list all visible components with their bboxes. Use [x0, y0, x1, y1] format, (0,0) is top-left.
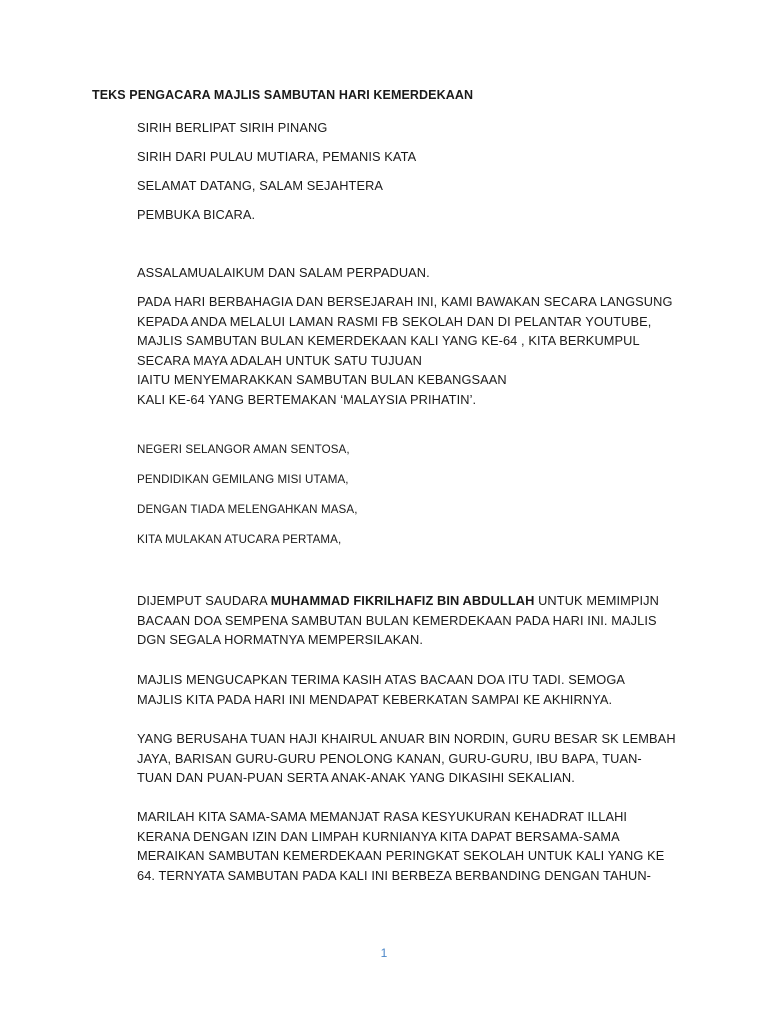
pantun-second-line-1: NEGERI SELANGOR AMAN SENTOSA,	[137, 443, 350, 456]
intro-line: SECARA MAYA ADALAH UNTUK SATU TUJUAN	[137, 352, 422, 368]
thanks-line: MAJLIS MENGUCAPKAN TERIMA KASIH ATAS BACAAN DOA ITU TADI. SEMOGA	[137, 672, 626, 687]
thanks-paragraph	[137, 670, 697, 709]
closing-line: 64. TERNYATA SAMBUTAN PADA KALI INI BERBEZA BERBANDING DENGAN TAHUN-	[137, 867, 652, 883]
intro-line: KALI KE-64 YANG BERTEMAKAN ‘MALAYSIA PRIHATIN’.	[137, 391, 477, 407]
page-number: 1	[380, 946, 388, 960]
pantun-opening-line-4: PEMBUKA BICARA.	[137, 207, 256, 222]
closing-paragraph	[137, 807, 697, 885]
closing-line: MARILAH KITA SAMA-SAMA MEMANJAT RASA KESYUKURAN KEHADRAT ILLAHI	[137, 809, 628, 824]
address-line: YANG BERUSAHA TUAN HAJI KHAIRUL ANUAR BIN NORDIN, GURU BESAR SK LEMBAH	[137, 731, 676, 746]
closing-line: MERAIKAN SAMBUTAN KEMERDEKAAN PERINGKAT SEKOLAH UNTUK KALI YANG KE	[137, 848, 665, 863]
invite-paragraph	[137, 591, 697, 650]
invite-line-1	[137, 591, 697, 611]
invite-line-2: BACAAN DOA SEMPENA SAMBUTAN BULAN KEMERDEKAAN PADA HARI INI. MAJLIS	[137, 612, 657, 628]
invite-name: MUHAMMAD FIKRILHAFIZ BIN ABDULLAH	[270, 593, 535, 608]
intro-paragraph	[137, 292, 697, 409]
pantun-second-line-2: PENDIDIKAN GEMILANG MISI UTAMA,	[137, 473, 349, 486]
address-line: TUAN DAN PUAN-PUAN SERTA ANAK-ANAK YANG DIKASIHI SEKALIAN.	[137, 770, 575, 785]
address-paragraph	[137, 729, 697, 788]
pantun-second-line-4: KITA MULAKAN ATUCARA PERTAMA,	[137, 533, 342, 546]
greeting-line: ASSALAMUALAIKUM DAN SALAM PERPADUAN.	[137, 265, 430, 280]
address-line: JAYA, BARISAN GURU-GURU PENOLONG KANAN, GURU-GURU, IBU BAPA, TUAN-	[137, 750, 642, 766]
thanks-line: MAJLIS KITA PADA HARI INI MENDAPAT KEBERKATAN SAMPAI KE AKHIRNYA.	[137, 691, 613, 707]
invite-prefix: DIJEMPUT SAUDARA	[137, 593, 271, 608]
pantun-opening-line-2: SIRIH DARI PULAU MUTIARA, PEMANIS KATA	[137, 149, 417, 164]
intro-line: IAITU MENYEMARAKKAN SAMBUTAN BULAN KEBANGSAAN	[137, 372, 507, 387]
pantun-second-line-3: DENGAN TIADA MELENGAHKAN MASA,	[137, 503, 358, 516]
closing-line: KERANA DENGAN IZIN DAN LIMPAH KURNIANYA KITA DAPAT BERSAMA-SAMA	[137, 828, 620, 844]
intro-line: PADA HARI BERBAHAGIA DAN BERSEJARAH INI, KAMI BAWAKAN SECARA LANGSUNG	[137, 294, 673, 309]
intro-line: KEPADA ANDA MELALUI LAMAN RASMI FB SEKOLAH DAN DI PELANTAR YOUTUBE,	[137, 313, 652, 329]
pantun-opening-line-1: SIRIH BERLIPAT SIRIH PINANG	[137, 120, 328, 135]
document-title: TEKS PENGACARA MAJLIS SAMBUTAN HARI KEMERDEKAAN	[92, 88, 474, 102]
invite-suffix: UNTUK MEMIMPIJN	[534, 593, 660, 608]
pantun-opening-line-3: SELAMAT DATANG, SALAM SEJAHTERA	[137, 178, 384, 193]
invite-line-3: DGN SEGALA HORMATNYA MEMPERSILAKAN.	[137, 632, 424, 647]
intro-line: MAJLIS SAMBUTAN BULAN KEMERDEKAAN KALI YANG KE-64 , KITA BERKUMPUL	[137, 333, 640, 348]
